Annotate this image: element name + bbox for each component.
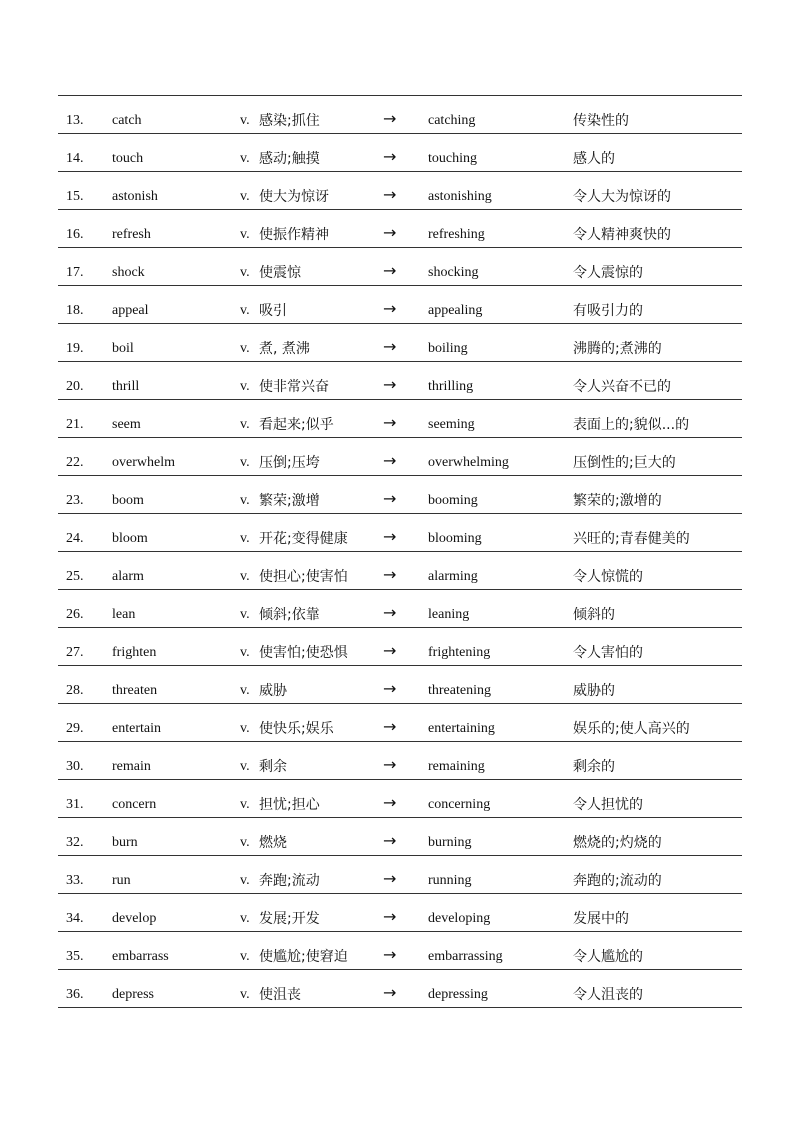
part-of-speech: v. — [240, 569, 250, 584]
row-number: 31. — [66, 797, 84, 812]
adjective-word: burning — [428, 835, 472, 850]
row-number: 15. — [66, 189, 84, 204]
adjective-meaning: 表面上的;貌似...的 — [573, 417, 690, 433]
adjective-word: overwhelming — [428, 455, 509, 470]
verb-word: boil — [112, 341, 134, 356]
adjective-word: embarrassing — [428, 949, 503, 964]
arrow-icon: → — [383, 793, 397, 812]
verb-word: appeal — [112, 303, 149, 318]
part-of-speech: v. — [240, 151, 250, 166]
adjective-meaning: 威胁的 — [573, 683, 615, 699]
verb-meaning: 感动;触摸 — [259, 151, 320, 167]
arrow-icon: → — [383, 147, 397, 166]
row-number: 28. — [66, 683, 84, 698]
adjective-meaning: 压倒性的;巨大的 — [573, 455, 676, 471]
table-row — [58, 552, 742, 590]
adjective-meaning: 令人大为惊讶的 — [573, 189, 671, 205]
row-number: 21. — [66, 417, 84, 432]
verb-meaning: 感染;抓住 — [259, 113, 320, 129]
adjective-word: frightening — [428, 645, 491, 660]
row-number: 30. — [66, 759, 84, 774]
arrow-icon: → — [383, 945, 397, 964]
part-of-speech: v. — [240, 835, 250, 850]
arrow-icon: → — [383, 527, 397, 546]
adjective-meaning: 令人精神爽快的 — [573, 227, 671, 243]
adjective-word: depressing — [428, 987, 488, 1002]
part-of-speech: v. — [240, 265, 250, 280]
row-number: 17. — [66, 265, 84, 280]
verb-word: develop — [112, 911, 157, 926]
adjective-word: leaning — [428, 607, 470, 622]
part-of-speech: v. — [240, 683, 250, 698]
verb-meaning: 繁荣;激增 — [259, 493, 320, 509]
verb-word: touch — [112, 151, 144, 166]
adjective-word: entertaining — [428, 721, 495, 736]
part-of-speech: v. — [240, 455, 250, 470]
arrow-icon: → — [383, 451, 397, 470]
arrow-icon: → — [383, 717, 397, 736]
verb-word: depress — [112, 987, 154, 1002]
arrow-icon: → — [383, 603, 397, 622]
verb-meaning: 发展;开发 — [259, 911, 320, 927]
verb-meaning: 使振作精神 — [259, 227, 329, 243]
verb-meaning: 吸引 — [259, 303, 287, 319]
adjective-meaning: 令人兴奋不已的 — [573, 379, 671, 395]
part-of-speech: v. — [240, 873, 250, 888]
table-row — [58, 666, 742, 704]
part-of-speech: v. — [240, 303, 250, 318]
table-row — [58, 856, 742, 894]
adjective-word: threatening — [428, 683, 491, 698]
part-of-speech: v. — [240, 721, 250, 736]
verb-word: thrill — [112, 379, 140, 394]
arrow-icon: → — [383, 831, 397, 850]
adjective-meaning: 燃烧的;灼烧的 — [573, 835, 662, 851]
part-of-speech: v. — [240, 227, 250, 242]
adjective-meaning: 娱乐的;使人高兴的 — [573, 721, 690, 737]
verb-meaning: 剩余 — [259, 759, 287, 775]
table-row — [58, 476, 742, 514]
adjective-word: refreshing — [428, 227, 485, 242]
table-row — [58, 172, 742, 210]
arrow-icon: → — [383, 907, 397, 926]
adjective-meaning: 传染性的 — [573, 113, 629, 129]
part-of-speech: v. — [240, 645, 250, 660]
verb-word: shock — [112, 265, 145, 280]
adjective-word: remaining — [428, 759, 485, 774]
verb-meaning: 担忧;担心 — [259, 797, 320, 813]
adjective-word: blooming — [428, 531, 482, 546]
row-number: 26. — [66, 607, 84, 622]
row-number: 14. — [66, 151, 84, 166]
adjective-word: appealing — [428, 303, 483, 318]
verb-word: entertain — [112, 721, 161, 736]
table-row — [58, 894, 742, 932]
adjective-word: shocking — [428, 265, 479, 280]
row-number: 25. — [66, 569, 84, 584]
table-row — [58, 818, 742, 856]
row-number: 13. — [66, 113, 84, 128]
adjective-word: developing — [428, 911, 491, 926]
part-of-speech: v. — [240, 189, 250, 204]
arrow-icon: → — [383, 223, 397, 242]
row-number: 35. — [66, 949, 84, 964]
arrow-icon: → — [383, 299, 397, 318]
adjective-word: seeming — [428, 417, 475, 432]
row-number: 29. — [66, 721, 84, 736]
verb-word: bloom — [112, 531, 148, 546]
table-row — [58, 742, 742, 780]
part-of-speech: v. — [240, 379, 250, 394]
table-row — [58, 970, 742, 1008]
arrow-icon: → — [383, 261, 397, 280]
verb-meaning: 使大为惊讶 — [259, 189, 329, 205]
verb-word: overwhelm — [112, 455, 175, 470]
part-of-speech: v. — [240, 493, 250, 508]
verb-meaning: 燃烧 — [259, 835, 287, 851]
row-number: 22. — [66, 455, 84, 470]
verb-word: refresh — [112, 227, 151, 242]
part-of-speech: v. — [240, 113, 250, 128]
arrow-icon: → — [383, 983, 397, 1002]
table-row — [58, 210, 742, 248]
arrow-icon: → — [383, 337, 397, 356]
table-row — [58, 628, 742, 666]
arrow-icon: → — [383, 755, 397, 774]
row-number: 18. — [66, 303, 84, 318]
row-number: 27. — [66, 645, 84, 660]
arrow-icon: → — [383, 109, 397, 128]
arrow-icon: → — [383, 489, 397, 508]
verb-word: embarrass — [112, 949, 169, 964]
table-row — [58, 96, 742, 134]
adjective-meaning: 令人担忧的 — [573, 797, 643, 813]
part-of-speech: v. — [240, 417, 250, 432]
row-number: 16. — [66, 227, 84, 242]
verb-meaning: 奔跑;流动 — [259, 873, 320, 889]
verb-word: frighten — [112, 645, 157, 660]
verb-meaning: 使害怕;使恐惧 — [259, 645, 348, 661]
verb-meaning: 压倒;压垮 — [259, 455, 320, 471]
adjective-meaning: 令人尴尬的 — [573, 949, 643, 965]
adjective-meaning: 倾斜的 — [573, 607, 615, 623]
table-row — [58, 438, 742, 476]
adjective-word: astonishing — [428, 189, 492, 204]
table-row — [58, 134, 742, 172]
verb-meaning: 看起来;似乎 — [259, 417, 334, 433]
adjective-word: boiling — [428, 341, 468, 356]
part-of-speech: v. — [240, 607, 250, 622]
arrow-icon: → — [383, 185, 397, 204]
adjective-meaning: 兴旺的;青春健美的 — [573, 531, 690, 547]
table-row — [58, 248, 742, 286]
table-row — [58, 362, 742, 400]
row-number: 23. — [66, 493, 84, 508]
verb-word: run — [112, 873, 131, 888]
verb-meaning: 使非常兴奋 — [259, 379, 329, 395]
adjective-word: running — [428, 873, 472, 888]
adjective-word: touching — [428, 151, 477, 166]
part-of-speech: v. — [240, 341, 250, 356]
verb-meaning: 煮, 煮沸 — [259, 341, 310, 357]
adjective-meaning: 令人震惊的 — [573, 265, 643, 281]
verb-word: burn — [112, 835, 138, 850]
arrow-icon: → — [383, 869, 397, 888]
adjective-meaning: 发展中的 — [573, 911, 629, 927]
verb-word: threaten — [112, 683, 158, 698]
row-number: 33. — [66, 873, 84, 888]
verb-meaning: 使震惊 — [259, 265, 301, 281]
table-row — [58, 780, 742, 818]
verb-word: astonish — [112, 189, 158, 204]
row-number: 34. — [66, 911, 84, 926]
adjective-meaning: 感人的 — [573, 151, 615, 167]
verb-word: catch — [112, 113, 142, 128]
row-number: 32. — [66, 835, 84, 850]
adjective-word: booming — [428, 493, 478, 508]
row-number: 24. — [66, 531, 84, 546]
arrow-icon: → — [383, 679, 397, 698]
verb-word: lean — [112, 607, 136, 622]
part-of-speech: v. — [240, 797, 250, 812]
verb-word: boom — [112, 493, 144, 508]
verb-meaning: 使担心;使害怕 — [259, 569, 348, 585]
table-row — [58, 514, 742, 552]
adjective-meaning: 剩余的 — [573, 759, 615, 775]
adjective-meaning: 令人惊慌的 — [573, 569, 643, 585]
adjective-meaning: 令人害怕的 — [573, 645, 643, 661]
row-number: 19. — [66, 341, 84, 356]
part-of-speech: v. — [240, 911, 250, 926]
table-row — [58, 932, 742, 970]
verb-meaning: 开花;变得健康 — [259, 531, 348, 547]
adjective-word: thrilling — [428, 379, 474, 394]
verb-meaning: 威胁 — [259, 683, 287, 699]
table-row — [58, 400, 742, 438]
verb-word: remain — [112, 759, 151, 774]
verb-word: seem — [112, 417, 141, 432]
arrow-icon: → — [383, 413, 397, 432]
adjective-meaning: 繁荣的;激增的 — [573, 493, 662, 509]
part-of-speech: v. — [240, 949, 250, 964]
adjective-meaning: 沸腾的;煮沸的 — [573, 341, 662, 357]
arrow-icon: → — [383, 641, 397, 660]
adjective-meaning: 有吸引力的 — [573, 303, 643, 319]
verb-meaning: 使快乐;娱乐 — [259, 721, 334, 737]
part-of-speech: v. — [240, 531, 250, 546]
adjective-word: concerning — [428, 797, 491, 812]
adjective-word: catching — [428, 113, 476, 128]
table-row — [58, 324, 742, 362]
part-of-speech: v. — [240, 987, 250, 1002]
arrow-icon: → — [383, 565, 397, 584]
verb-word: alarm — [112, 569, 144, 584]
row-number: 36. — [66, 987, 84, 1002]
vocabulary-table — [58, 95, 742, 1008]
verb-meaning: 使尴尬;使窘迫 — [259, 949, 348, 965]
verb-word: concern — [112, 797, 157, 812]
table-row — [58, 704, 742, 742]
table-row — [58, 590, 742, 628]
verb-meaning: 倾斜;依靠 — [259, 607, 320, 623]
part-of-speech: v. — [240, 759, 250, 774]
adjective-meaning: 奔跑的;流动的 — [573, 873, 662, 889]
arrow-icon: → — [383, 375, 397, 394]
row-number: 20. — [66, 379, 84, 394]
adjective-meaning: 令人沮丧的 — [573, 987, 643, 1003]
verb-meaning: 使沮丧 — [259, 987, 301, 1003]
adjective-word: alarming — [428, 569, 478, 584]
table-row — [58, 286, 742, 324]
